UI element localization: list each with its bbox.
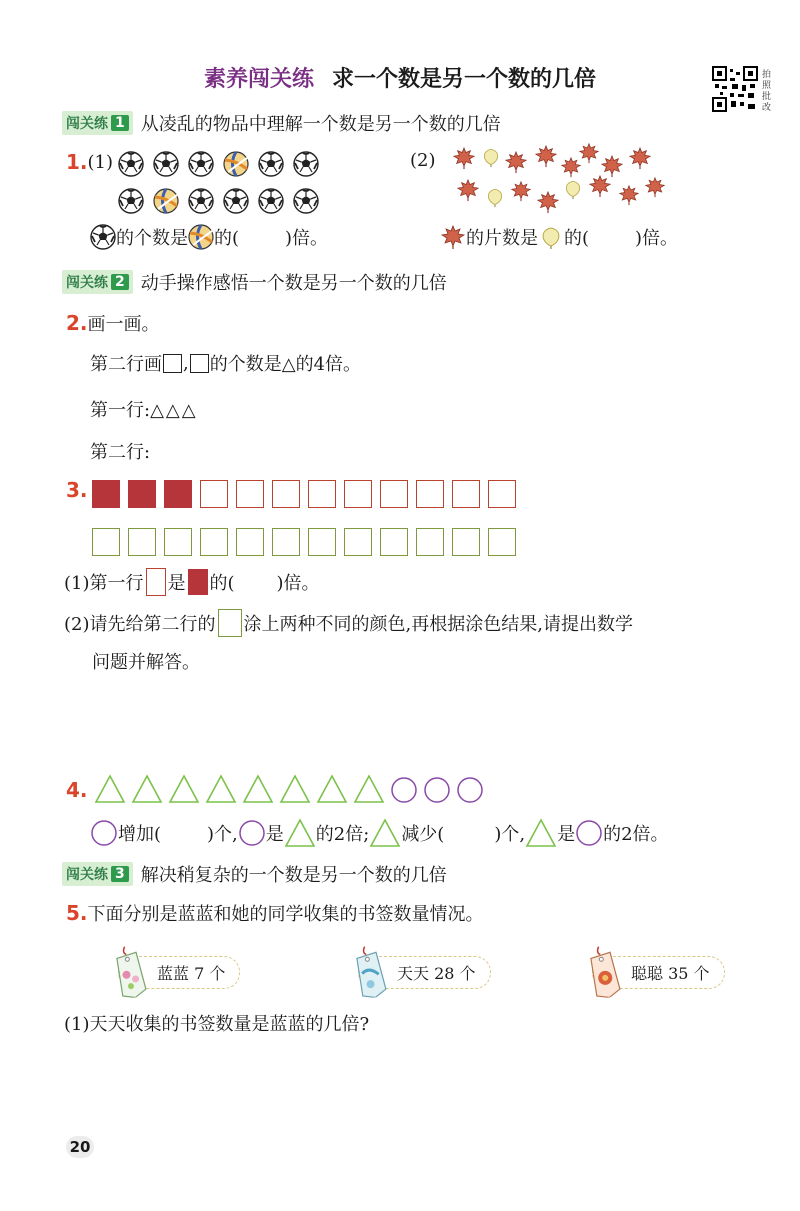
maple-leaf-icon xyxy=(562,158,581,177)
question-number: 1. xyxy=(66,150,88,174)
colorable-square[interactable] xyxy=(128,528,156,556)
triangle-icon xyxy=(94,774,126,804)
volleyball-icon xyxy=(188,224,214,250)
section-2-heading xyxy=(62,269,447,295)
question-3-2: (2)请先给第二行的 涂上两种不同的颜色,再根据涂色结果,请提出数学 xyxy=(64,609,633,637)
ball-row-1 xyxy=(118,151,319,177)
maple-leaf-icon xyxy=(512,182,531,201)
question-2-instruction: 第二行画 , 的个数是△的4倍。 xyxy=(90,352,362,375)
maple-leaf-icon xyxy=(454,148,474,169)
circle-icon xyxy=(456,776,484,804)
soccer-ball-icon xyxy=(258,188,284,214)
answer-area[interactable] xyxy=(92,1045,772,1125)
soccer-ball-icon xyxy=(188,151,214,177)
maple-leaf-icon xyxy=(458,180,478,201)
triangle-icon xyxy=(284,818,316,848)
maple-leaf-icon xyxy=(590,176,610,197)
colorable-square[interactable] xyxy=(272,528,300,556)
volleyball-icon xyxy=(153,188,179,214)
section-3-heading xyxy=(62,861,447,887)
section-1-heading xyxy=(62,110,501,136)
colorable-square[interactable] xyxy=(308,528,336,556)
triangle-icon xyxy=(131,774,163,804)
maple-leaf-icon xyxy=(536,146,556,167)
soccer-ball-icon xyxy=(90,224,116,250)
answer-area[interactable] xyxy=(92,680,772,770)
question-1-1-statement: 的个数是 的( )倍。 xyxy=(90,224,328,250)
page-title xyxy=(0,62,800,93)
question-1-header xyxy=(66,150,113,174)
triangle-shapes: △△△ xyxy=(150,400,198,421)
colorable-square[interactable] xyxy=(92,528,120,556)
section-title: 解决稍复杂的一个数是另一个数的几倍 xyxy=(140,865,447,886)
bookmark-congcong xyxy=(586,946,725,998)
maple-leaf-icon xyxy=(440,224,466,250)
row-2-line[interactable]: 第二行: xyxy=(90,442,151,463)
question-2-header xyxy=(66,310,160,336)
maple-leaf-icon xyxy=(580,144,599,163)
maple-leaf-icon xyxy=(538,192,558,213)
bookmark-icon xyxy=(347,943,393,1001)
circle-icon xyxy=(423,776,451,804)
bookmark-tiantian xyxy=(352,946,491,998)
bookmark-label: 聪聪 35 个 xyxy=(592,956,725,989)
volleyball-icon xyxy=(223,151,249,177)
empty-square xyxy=(200,480,228,508)
triangle-icon xyxy=(369,818,401,848)
ball-row-2 xyxy=(118,188,319,214)
empty-square xyxy=(488,480,516,508)
triangle-icon xyxy=(242,774,274,804)
bookmark-icon xyxy=(107,943,153,1001)
ginkgo-leaf-icon xyxy=(538,224,564,250)
question-1-2-statement: 的片数是 的( )倍。 xyxy=(440,224,678,250)
circle-icon xyxy=(238,819,266,847)
ginkgo-leaf-icon xyxy=(484,149,497,167)
question-5-1: (1)天天收集的书签数量是蓝蓝的几倍? xyxy=(64,1014,370,1035)
question-number: 5. xyxy=(66,901,88,925)
question-number: 4. xyxy=(66,778,88,802)
colorable-square[interactable] xyxy=(416,528,444,556)
question-number: 2. xyxy=(66,311,88,335)
colorable-square[interactable] xyxy=(380,528,408,556)
section-tag: 闯关练 2 xyxy=(62,270,133,294)
maple-leaf-icon xyxy=(630,148,650,169)
ginkgo-leaf-icon xyxy=(566,181,579,199)
maple-leaf-icon xyxy=(620,186,639,205)
triangle-icon xyxy=(279,774,311,804)
section-tag: 闯关练 3 xyxy=(62,862,133,886)
maple-leaf-icon xyxy=(506,152,526,173)
soccer-ball-icon xyxy=(223,188,249,214)
colorable-square[interactable] xyxy=(488,528,516,556)
empty-square-icon xyxy=(146,568,166,596)
part-label: (2) xyxy=(410,150,436,171)
colorable-square[interactable] xyxy=(200,528,228,556)
empty-square xyxy=(272,480,300,508)
empty-square-icon xyxy=(218,609,242,637)
bookmark-label: 蓝蓝 7 个 xyxy=(118,956,240,989)
empty-square xyxy=(236,480,264,508)
bookmark-label: 天天 28 个 xyxy=(358,956,491,989)
empty-square xyxy=(452,480,480,508)
colorable-square[interactable] xyxy=(344,528,372,556)
empty-square xyxy=(380,480,408,508)
square-icon xyxy=(163,354,182,373)
ginkgo-leaf-icon xyxy=(488,189,501,207)
title-text: 求一个数是另一个数的几倍 xyxy=(332,67,597,92)
section-title: 动手操作感悟一个数是另一个数的几倍 xyxy=(140,273,447,294)
shape-row xyxy=(94,774,484,804)
question-5-header xyxy=(66,900,484,926)
square-icon xyxy=(190,354,209,373)
section-tag: 闯关练 1 xyxy=(62,111,133,135)
bookmark-icon xyxy=(581,943,627,1001)
colorable-square[interactable] xyxy=(236,528,264,556)
soccer-ball-icon xyxy=(293,151,319,177)
triangle-icon xyxy=(525,818,557,848)
question-title: 下面分别是蓝蓝和她的同学收集的书签数量情况。 xyxy=(87,904,484,925)
question-3-2-cont: 问题并解答。 xyxy=(92,652,200,673)
row-1-line: 第一行:△△△ xyxy=(90,400,198,421)
empty-square xyxy=(308,480,336,508)
filled-square xyxy=(128,480,156,508)
maple-leaf-icon xyxy=(646,178,665,197)
question-number: 3. xyxy=(66,478,88,502)
qr-code-icon[interactable] xyxy=(712,66,758,112)
qr-caption: 拍照批改 xyxy=(762,70,772,113)
soccer-ball-icon xyxy=(258,151,284,177)
maple-leaf-icon xyxy=(602,156,622,177)
circle-icon xyxy=(390,776,418,804)
soccer-ball-icon xyxy=(293,188,319,214)
part-label: (1) xyxy=(87,151,114,173)
title-highlight: 素养闯关练 xyxy=(203,67,314,92)
question-4-statement: 增加( )个, 是 的2倍; 减少( )个, 是 的2倍。 xyxy=(90,818,669,848)
empty-square xyxy=(344,480,372,508)
bookmark-lanlan xyxy=(112,946,240,998)
soccer-ball-icon xyxy=(153,151,179,177)
empty-square xyxy=(416,480,444,508)
colorable-square[interactable] xyxy=(452,528,480,556)
leaf-pile xyxy=(450,140,670,220)
question-title: 画一画。 xyxy=(87,314,160,335)
soccer-ball-icon xyxy=(118,151,144,177)
square-row-1 xyxy=(92,480,516,508)
square-row-2[interactable] xyxy=(92,528,516,556)
triangle-icon xyxy=(316,774,348,804)
triangle-icon xyxy=(353,774,385,804)
section-title: 从凌乱的物品中理解一个数是另一个数的几倍 xyxy=(140,114,501,135)
soccer-ball-icon xyxy=(188,188,214,214)
filled-square xyxy=(92,480,120,508)
question-3-1: (1)第一行 是 的( )倍。 xyxy=(64,568,320,596)
triangle-icon xyxy=(205,774,237,804)
filled-square-icon xyxy=(188,569,208,595)
page-number: 20 xyxy=(66,1136,94,1158)
circle-icon xyxy=(575,819,603,847)
filled-square xyxy=(164,480,192,508)
colorable-square[interactable] xyxy=(164,528,192,556)
triangle-icon xyxy=(168,774,200,804)
soccer-ball-icon xyxy=(118,188,144,214)
circle-icon xyxy=(90,819,118,847)
